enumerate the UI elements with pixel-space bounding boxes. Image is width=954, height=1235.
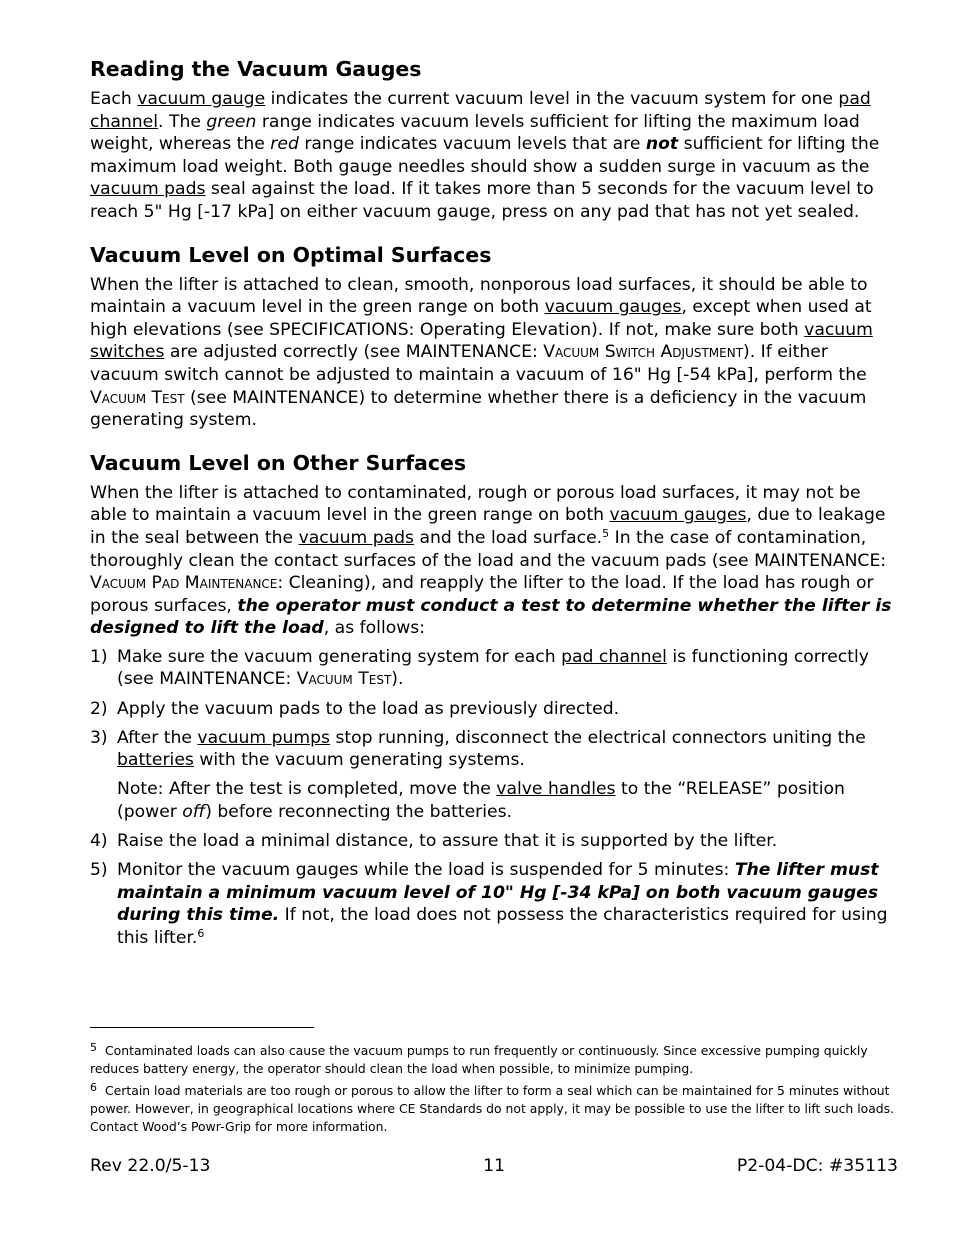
- list-item: 2) Apply the vacuum pads to the load as previously directed.: [90, 698, 620, 719]
- term-link: vacuum switches: [90, 319, 873, 363]
- section-reading-gauges: [90, 56, 898, 224]
- document-body: [90, 56, 898, 968]
- revision: Rev 22.0/5-13: [90, 1156, 211, 1176]
- term-link: vacuum pads: [90, 179, 206, 200]
- term-link: pad channel: [561, 646, 667, 667]
- section-heading: Vacuum Level on Optimal Surfaces: [90, 242, 492, 267]
- footnote: $^5$ Contaminated loads can also cause the vacuum pumps to run frequently or continuously. Since excessive pumping quickly reduces battery energy, the operator should clean the load when possible, to minimize pumping.: [90, 1041, 868, 1076]
- term-link: vacuum gauges: [544, 297, 682, 318]
- footnote-divider: [90, 1027, 314, 1028]
- term-link: vacuum pads: [298, 527, 415, 548]
- term-link: vacuum pumps: [197, 727, 330, 748]
- document-number: P2-04-DC: #35113: [736, 1156, 898, 1176]
- paragraph: Each vacuum gauge indicates the current vacuum level in the vacuum system for one pad channel. The green range indicates vacuum levels sufficient for lifting the maximum load weight, whereas the red range indicates vacuum levels that are not sufficient for lifting the maximum load weight. Both gauge needles should show a sudden surge in vacuum as the vacuum pads seal against the load. If it takes more than 5 seconds for the vacuum level to reach 5" Hg [-17 kPa] on either vacuum gauge, press on any pad that has not yet sealed.: [90, 89, 880, 222]
- paragraph: When the lifter is attached to contaminated, rough or porous load surfaces, it may not be able to maintain a vacuum level in the green range on both vacuum gauges, due to leakage in the seal between the vacuum pads and the load surface.$^5$ In the case of contamination, thoroughly clean the contact surfaces of the load and the vacuum pads (see MAINTENANCE: Vacuum Pad Maintenance: Cleaning), and reapply the lifter to the load. If the load has rough or porous surfaces, the operator must conduct a test to determine whether the lifter is designed to lift the load, as follows:: [90, 482, 892, 639]
- term-link: pad channel: [90, 89, 871, 132]
- list-item: 4) Raise the load a minimal distance, to assure that it is supported by the lifter.: [90, 831, 778, 852]
- section-heading: Reading the Vacuum Gauges: [90, 57, 422, 81]
- note: Note: After the test is completed, move the valve handles to the “RELEASE” position (power off) before reconnecting the batteries.: [117, 779, 845, 822]
- term-link: vacuum gauges: [609, 505, 747, 526]
- footnote: $^6$ Certain load materials are too rough or porous to allow the lifter to form a seal which can be maintained for 5 minutes without power. However, in geographical locations where CE Standards do not apply, it may be possible to use the lifter to lift such loads. Contact Wood’s Powr-Grip for more information.: [90, 1081, 895, 1134]
- paragraph: When the lifter is attached to clean, smooth, nonporous load surfaces, it should be able to maintain a vacuum level in the green range on both vacuum gauges, except when used at high elevations (see SPECIFICATIONS: Operating Elevation). If not, make sure both vacuum switches are adjusted correctly (see MAINTENANCE: Vacuum Switch Adjustment). If either vacuum switch cannot be adjusted to maintain a vacuum of 16" Hg [-54 kPa], perform the Vacuum Test (see MAINTENANCE) to determine whether there is a deficiency in the vacuum generating system.: [90, 274, 873, 431]
- list-item: 5) Monitor the vacuum gauges while the load is suspended for 5 minutes: The lifter must maintain a minimum vacuum level of 10" Hg [-34 kPa] on both vacuum gauges during this time. If not, the load does not possess the characteristics required for using this lifter.$^6$: [90, 860, 888, 948]
- list-item: 3) After the vacuum pumps stop running, disconnect the electrical connectors uniting the batteries with the vacuum generating systems. Note: After the test is completed, move the valve handles to the “RELEASE” position (power off) before reconnecting the batteries.: [90, 727, 898, 824]
- term-link: batteries: [117, 750, 194, 771]
- footnote-ref: 6: [197, 926, 205, 940]
- section-other-surfaces: [90, 450, 898, 950]
- list-item: 1) Make sure the vacuum generating system for each pad channel is functioning correctly (see MAINTENANCE: Vacuum Test).: [90, 646, 869, 690]
- footnote-ref: 5: [602, 526, 610, 540]
- page-footer: [90, 1156, 898, 1180]
- term-link: valve handles: [496, 779, 616, 800]
- section-optimal-surfaces: [90, 242, 898, 432]
- page-number: 11: [483, 1156, 505, 1176]
- footnotes: [90, 1042, 900, 1140]
- term-link: vacuum gauge: [137, 89, 266, 109]
- test-steps: [90, 646, 898, 950]
- section-heading: Vacuum Level on Other Surfaces: [90, 450, 467, 475]
